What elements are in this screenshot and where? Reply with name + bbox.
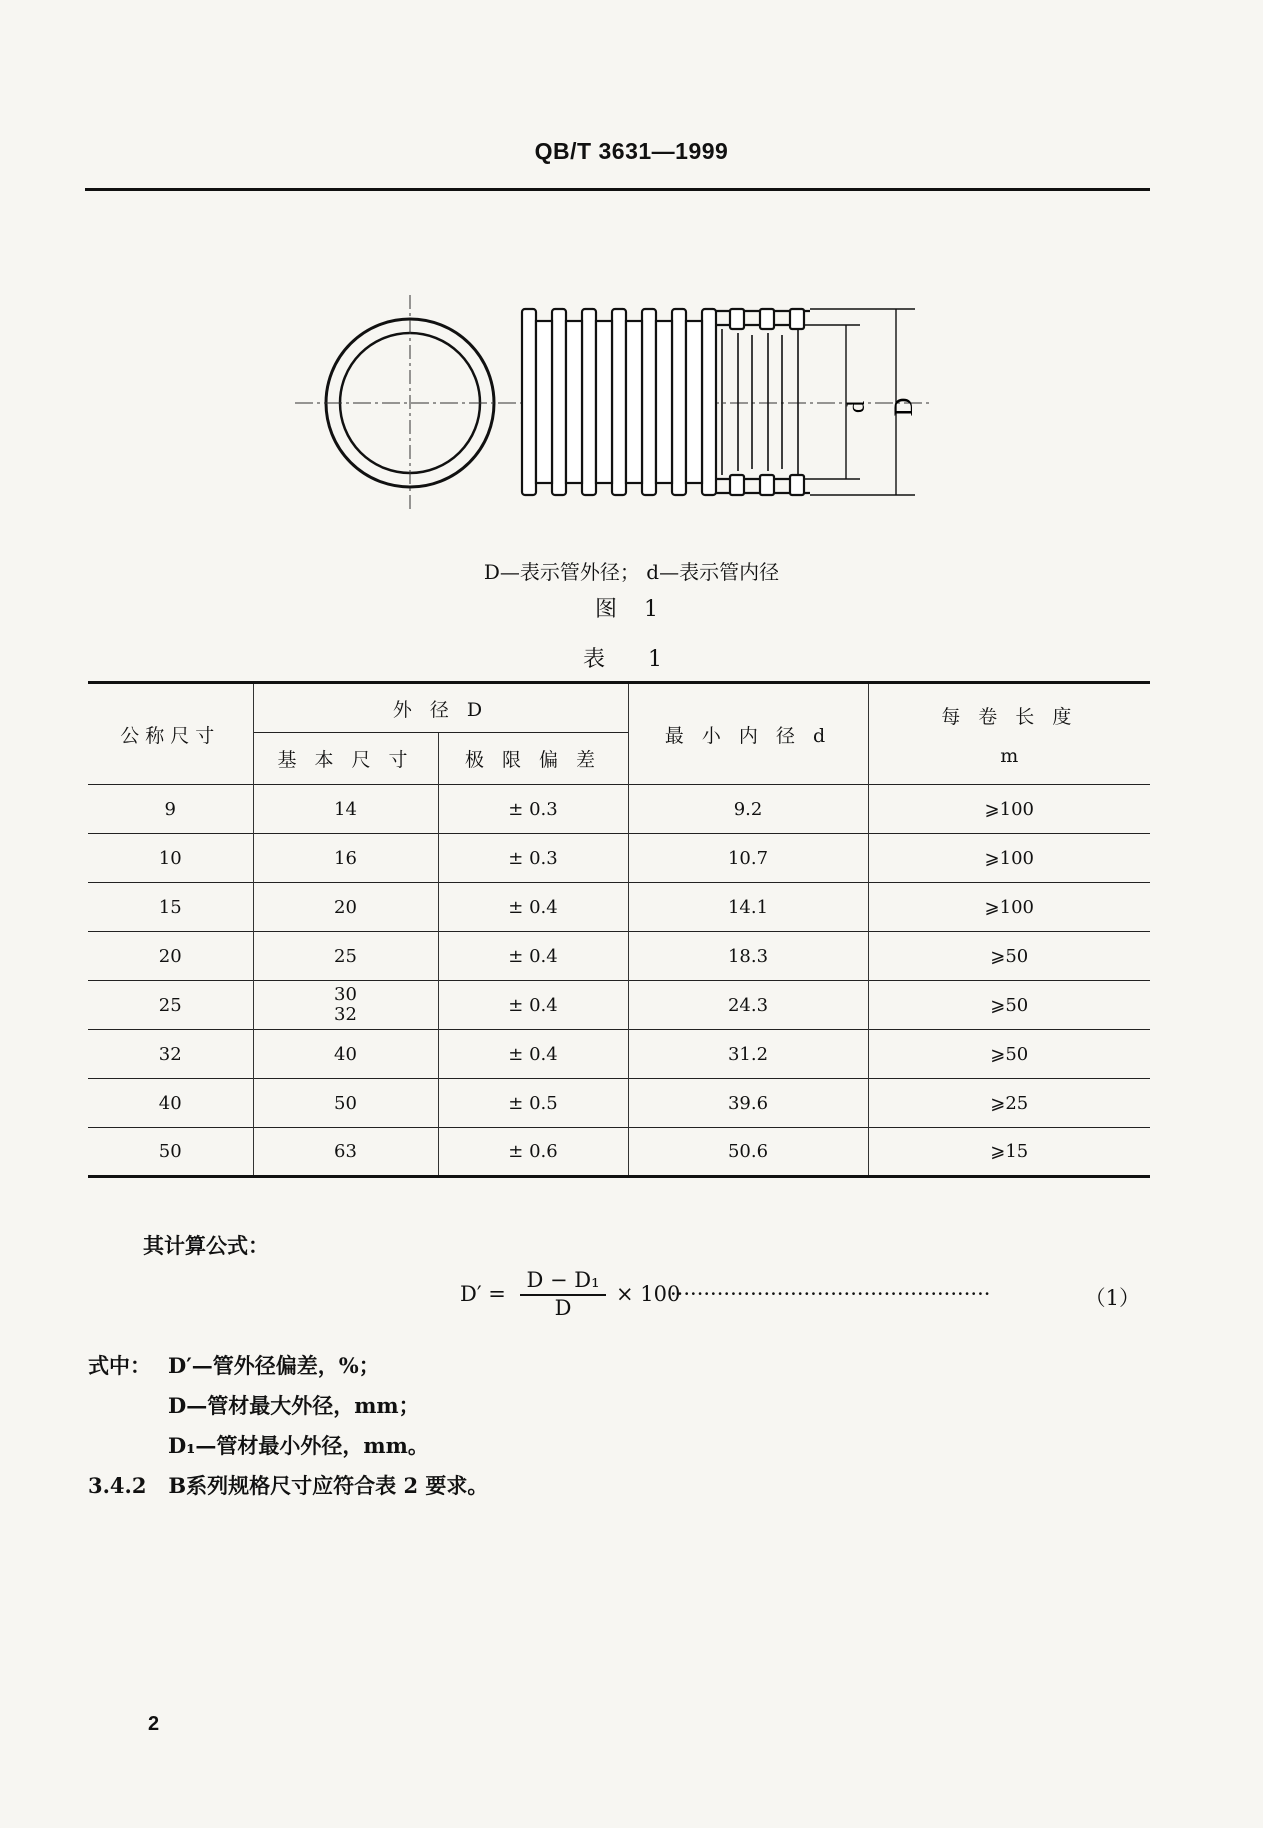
page-number: 2	[148, 1713, 160, 1735]
formula-numerator: D − D₁	[520, 1268, 606, 1296]
cell-nominal: 25	[88, 981, 253, 1030]
formula	[460, 1268, 1150, 1328]
cell-min-inner: 9.2	[628, 785, 868, 834]
cell-nominal: 32	[88, 1030, 253, 1079]
figure-legend: D—表示管外径； d—表示管内径	[483, 560, 780, 584]
standard-code: QB/T 3631—1999	[534, 138, 729, 164]
formula-fraction	[520, 1268, 606, 1320]
table-title: 表 1	[583, 647, 680, 672]
table-row	[88, 785, 1150, 834]
header-rule	[85, 188, 1150, 191]
header-basic-size: 基 本 尺 寸	[253, 733, 438, 785]
cell-length: ⩾25	[868, 1079, 1150, 1128]
cell-deviation: ± 0.6	[438, 1128, 628, 1177]
formula-number: （1）	[1084, 1286, 1140, 1310]
formula-intro: 其计算公式：	[143, 1233, 269, 1258]
cell-length: ⩾100	[868, 883, 1150, 932]
cell-length: ⩾100	[868, 834, 1150, 883]
table-row	[88, 883, 1150, 932]
cell-nominal: 10	[88, 834, 253, 883]
table-row	[88, 834, 1150, 883]
header-length-per-roll	[868, 683, 1150, 785]
cell-deviation: ± 0.4	[438, 883, 628, 932]
cell-basic: 25	[253, 932, 438, 981]
dimension-label-d: d	[844, 401, 870, 413]
formula-denominator: D	[554, 1296, 572, 1320]
table-row	[88, 1030, 1150, 1079]
cell-nominal: 15	[88, 883, 253, 932]
cell-min-inner: 31.2	[628, 1030, 868, 1079]
cell-deviation: ± 0.3	[438, 785, 628, 834]
cell-nominal: 40	[88, 1079, 253, 1128]
cell-deviation: ± 0.4	[438, 932, 628, 981]
header-min-inner: 最 小 内 径 d	[628, 683, 868, 785]
cell-basic: 20	[253, 883, 438, 932]
cell-length: ⩾15	[868, 1128, 1150, 1177]
table-row	[88, 1079, 1150, 1128]
header-length-unit: m	[1000, 744, 1019, 767]
table-row	[88, 932, 1150, 981]
cell-basic: 30 32	[253, 981, 438, 1030]
cell-min-inner: 50.6	[628, 1128, 868, 1177]
cell-min-inner: 10.7	[628, 834, 868, 883]
clause-3-4-2: 3.4.2 B系列规格尺寸应符合表 2 要求。	[88, 1473, 489, 1498]
cell-length: ⩾100	[868, 785, 1150, 834]
cell-basic: 14	[253, 785, 438, 834]
header-nominal: 公称尺寸	[120, 724, 221, 747]
cell-deviation: ± 0.4	[438, 1030, 628, 1079]
cell-nominal: 9	[88, 785, 253, 834]
header-length-label: 每 卷 长 度	[941, 705, 1078, 728]
cell-nominal: 20	[88, 932, 253, 981]
cell-deviation: ± 0.4	[438, 981, 628, 1030]
cell-deviation: ± 0.5	[438, 1079, 628, 1128]
cell-basic: 40	[253, 1030, 438, 1079]
pipe-figure	[290, 285, 940, 515]
cell-basic: 16	[253, 834, 438, 883]
table-row	[88, 1128, 1150, 1177]
header-limit-deviation: 极 限 偏 差	[438, 733, 628, 785]
cell-length: ⩾50	[868, 932, 1150, 981]
where-intro: 式中：	[88, 1353, 151, 1378]
pipe-side-view	[522, 309, 810, 495]
cell-nominal: 50	[88, 1128, 253, 1177]
header-outer-diameter: 外 径 D	[253, 683, 628, 733]
cell-length: ⩾50	[868, 981, 1150, 1030]
formula-lhs: D′ =	[460, 1282, 506, 1306]
cell-min-inner: 14.1	[628, 883, 868, 932]
where-line-1: D′—管外径偏差，%；	[168, 1353, 380, 1378]
cell-min-inner: 39.6	[628, 1079, 868, 1128]
spec-table-header	[88, 683, 1150, 785]
spec-table-body	[88, 785, 1150, 1177]
figure-caption: 图 1	[595, 597, 668, 622]
spec-table	[88, 681, 1150, 1178]
formula-leader-dots: ················································	[670, 1282, 991, 1306]
table-row	[88, 981, 1150, 1030]
cell-length: ⩾50	[868, 1030, 1150, 1079]
cell-min-inner: 18.3	[628, 932, 868, 981]
cell-deviation: ± 0.3	[438, 834, 628, 883]
dimension-label-D: D	[889, 397, 918, 417]
cell-min-inner: 24.3	[628, 981, 868, 1030]
cell-basic: 63	[253, 1128, 438, 1177]
formula-multiplier: × 100	[616, 1282, 681, 1306]
where-line-3: D₁—管材最小外径，mm。	[168, 1433, 429, 1458]
where-line-2: D—管材最大外径，mm；	[168, 1393, 420, 1418]
cell-basic: 50	[253, 1079, 438, 1128]
